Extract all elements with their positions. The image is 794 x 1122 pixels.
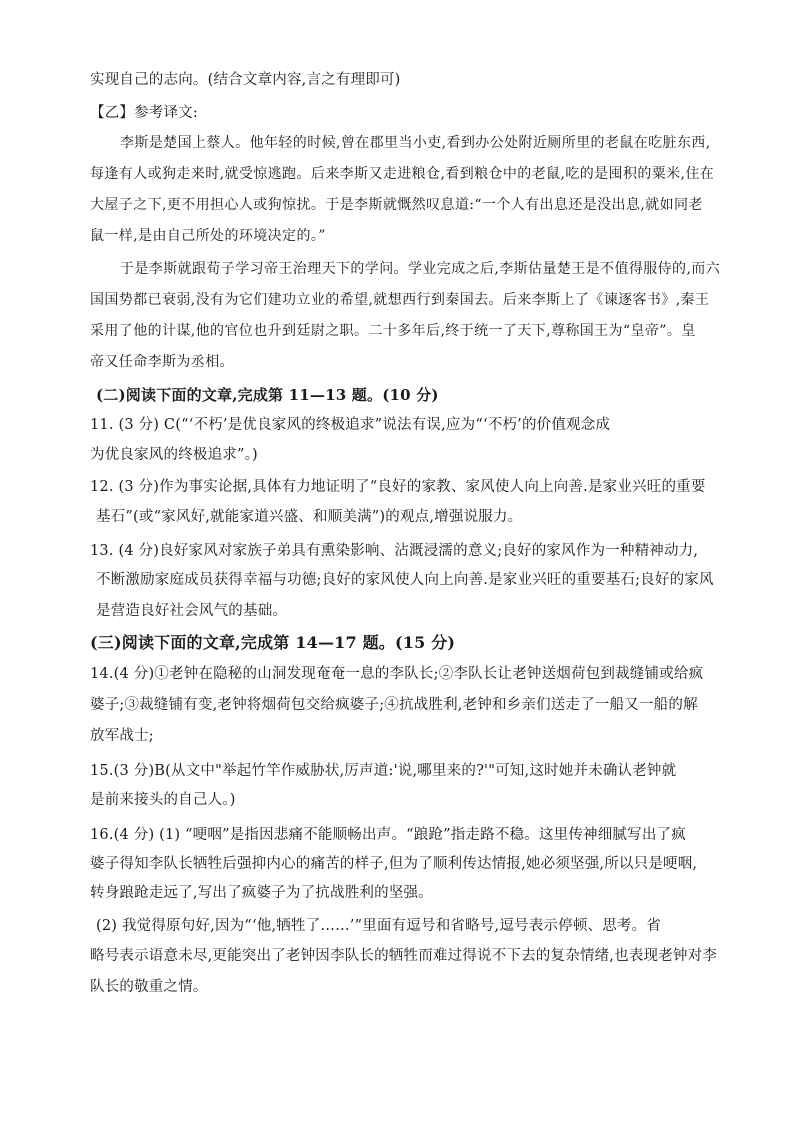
translation-line: 采用了他的计谋,他的官位也升到廷尉之职。二十多年后,终于统一了天下,尊称国王为“皇帝”。皇 [90,323,696,339]
answer-line: 婆子得知李队长牺牲后强抑内心的痛苦的样子,但为了顺利传达情报,她必须坚强,所以只是哽咽, [90,856,698,872]
answer-line: 婆子;③裁缝铺有变,老钟将烟荷包交给疯婆子;④抗战胜利,老钟和乡亲们送走了一船又一船的解 [90,697,698,713]
translation-line: 帝又任命李斯为丞相。 [90,354,234,370]
section-heading-2: (二)阅读下面的文章,完成第 11—13 题。(10 分) [96,386,439,404]
answer-line: 队长的敬重之情。 [90,979,208,995]
answer-line: 11. (3 分) C(“‘不朽’是优良家风的终极追求”说法有误,应为“‘不朽’的价值观念成 [90,417,611,433]
section-label-yi: 【乙】参考译文: [90,105,198,121]
translation-line: 鼠一样,是由自己所处的环境决定的。” [90,228,326,244]
translation-line: 国国势都已衰弱,没有为它们建功立业的希望,就想西行到秦国去。后来李斯上了《谏逐客书》,秦王 [90,292,710,308]
answer-line: 16.(4 分) (1) “哽咽”是指因悲痛不能顺畅出声。“踉跄”指走路不稳。这里传神细腻写出了疯 [90,827,686,843]
translation-line: 大屋子之下,更不用担心人或狗惊扰。于是李斯就慨然叹息道:“一个人有出息还是没出息,就如同老 [90,197,703,213]
translation-line: 李斯是楚国上蔡人。他年轻的时候,曾在郡里当小吏,看到办公处附近厕所里的老鼠在吃脏东西, [120,135,711,151]
text-line: 实现自己的志向。(结合文章内容,言之有理即可) [90,72,401,88]
answer-line: 基石”(或“家风好,就能家道兴盛、和顺美满”)的观点,增强说服力。 [96,509,523,525]
translation-line: 于是李斯就跟荀子学习帝王治理天下的学问。学业完成之后,李斯估量楚王是不值得服侍的,而六 [120,261,721,277]
answer-line: 转身踉跄走远了,写出了疯婆子为了抗战胜利的坚强。 [90,885,433,901]
section-heading-3: (三)阅读下面的文章,完成第 14—17 题。(15 分) [90,633,456,652]
answer-line: 14.(4 分)①老钟在隐秘的山洞发现奄奄一息的李队长;②李队长让老钟送烟荷包到裁缝铺或给疯 [90,666,704,682]
answer-line: 略号表示语意未尽,更能突出了老钟因李队长的牺牲而难过得说不下去的复杂情绪,也表现老钟对李 [90,948,718,964]
answer-line: 不断激励家庭成员获得幸福与功德;良好的家风使人向上向善.是家业兴旺的重要基石;良好的家风 [96,572,714,588]
answer-line: 13. (4 分)良好家风对家族子弟具有熏染影响、沾溉浸濡的意义;良好的家风作为一种精神动力, [90,543,699,559]
answer-line: 是营造良好社会风气的基础。 [96,603,288,619]
answer-line: (2) 我觉得原句好,因为“‘他,牺牲了……’”里面有逗号和省略号,逗号表示停顿、思考。省 [96,918,662,934]
answer-line: 是前来接头的自己人。) [90,792,236,808]
answer-line: 为优良家风的终极追求”。) [90,447,258,463]
translation-line: 每逢有人或狗走来时,就受惊逃跑。后来李斯又走进粮仓,看到粮仓中的老鼠,吃的是囤积的粟米,住在 [90,166,715,182]
answer-line: 放军战士; [90,728,154,744]
answer-line: 12. (3 分)作为事实论据,具体有力地证明了“良好的家教、家风使人向上向善.是家业兴旺的重要 [90,479,706,495]
answer-line: 15.(3 分)B(从文中"举起竹竿作威胁状,厉声道:'说,哪里来的?'"可知,这时她并未确认老钟就 [90,763,677,779]
